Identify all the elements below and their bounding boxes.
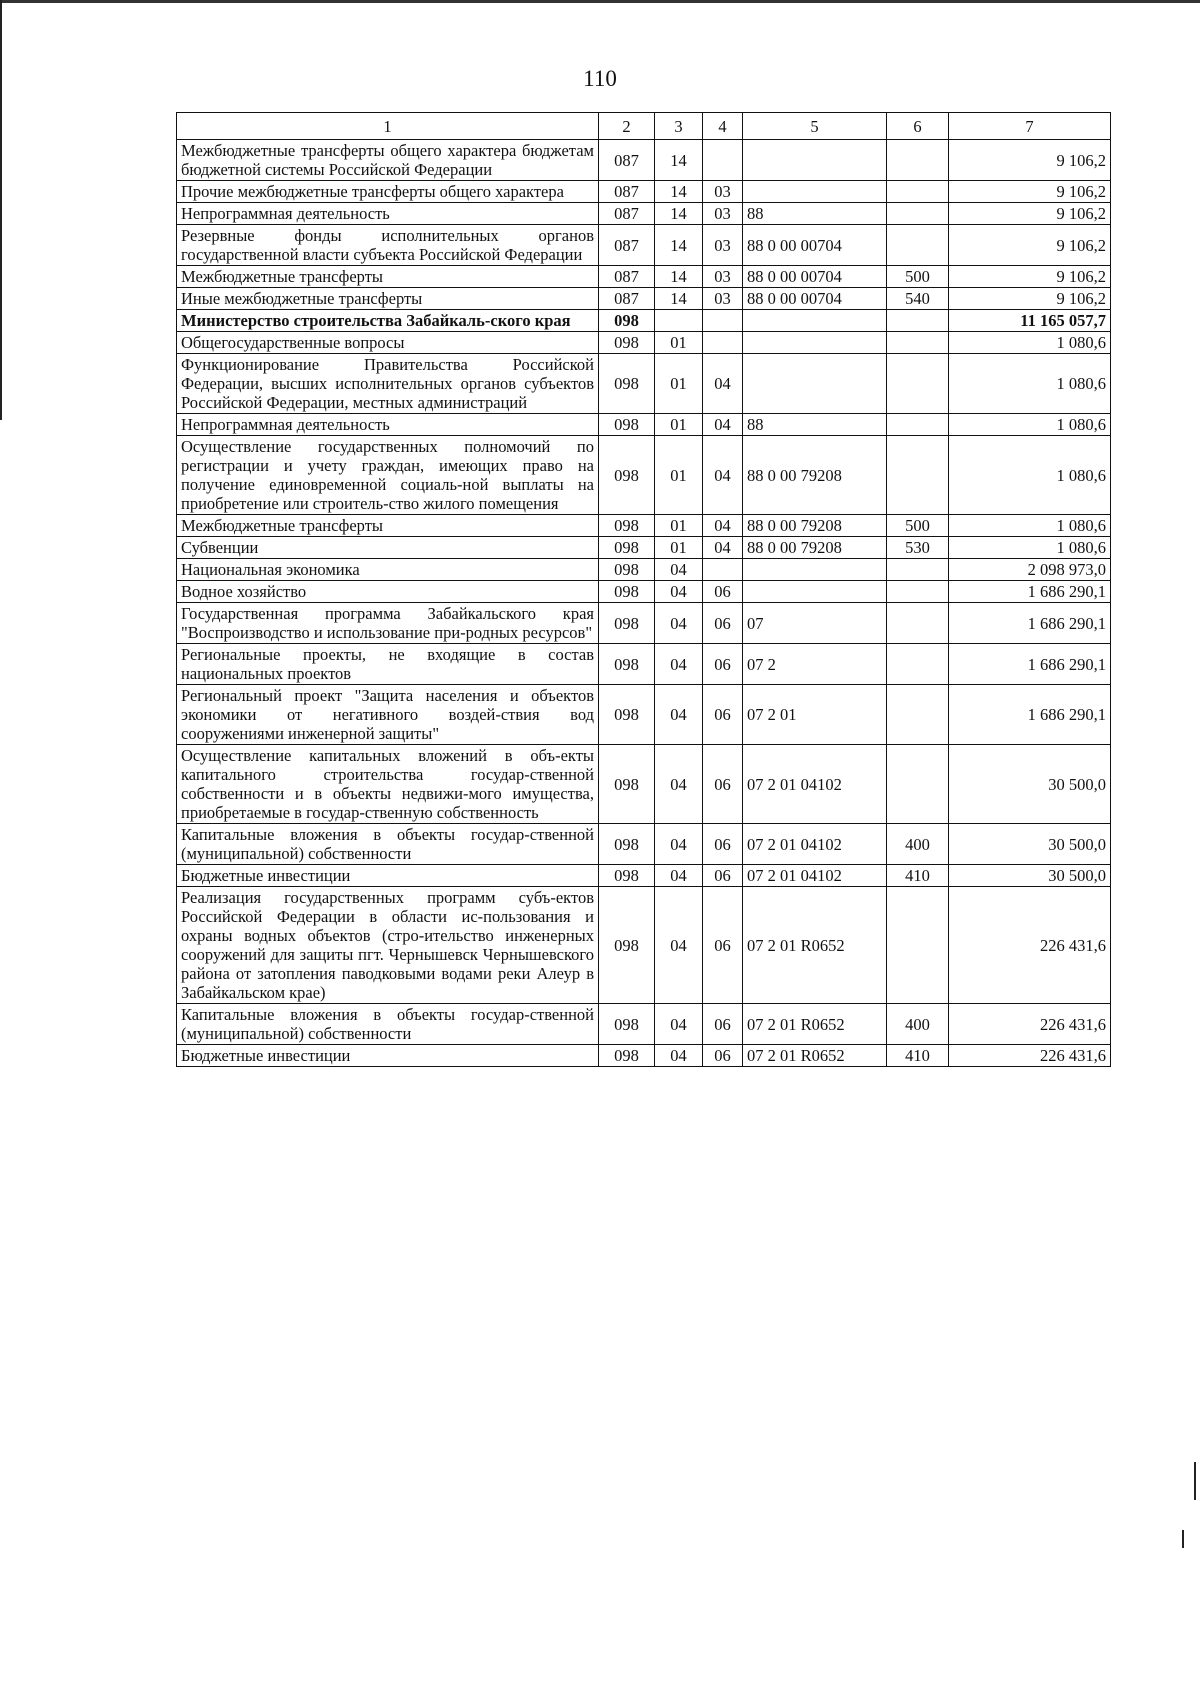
scan-border-left [0, 0, 2, 420]
row-name-cell: Межбюджетные трансферты [177, 266, 599, 288]
section-code-cell: 01 [655, 414, 703, 436]
row-name-cell: Национальная экономика [177, 559, 599, 581]
column-header: 1 [177, 113, 599, 140]
target-item-cell: 07 2 [743, 644, 887, 685]
target-item-cell: 07 2 01 R0652 [743, 1004, 887, 1045]
expense-type-cell [887, 140, 949, 181]
scan-mark [1194, 1462, 1196, 1500]
column-header: 4 [703, 113, 743, 140]
subsection-code-cell [703, 332, 743, 354]
ministry-code-cell: 098 [599, 354, 655, 414]
amount-cell: 1 080,6 [949, 537, 1111, 559]
section-code-cell: 04 [655, 745, 703, 824]
subsection-code-cell: 06 [703, 603, 743, 644]
target-item-cell [743, 310, 887, 332]
section-code-cell: 04 [655, 865, 703, 887]
target-item-cell [743, 140, 887, 181]
ministry-code-cell: 098 [599, 887, 655, 1004]
target-item-cell: 07 2 01 04102 [743, 865, 887, 887]
page-number: 110 [583, 66, 617, 91]
expense-type-cell [887, 644, 949, 685]
scan-border-top [0, 0, 1200, 3]
ministry-code-cell: 098 [599, 745, 655, 824]
expense-type-cell [887, 414, 949, 436]
row-name-cell: Межбюджетные трансферты общего характера бюджетам бюджетной системы Российской Федерации [177, 140, 599, 181]
ministry-code-cell: 098 [599, 515, 655, 537]
expense-type-cell [887, 745, 949, 824]
expense-type-cell: 400 [887, 1004, 949, 1045]
amount-cell: 30 500,0 [949, 865, 1111, 887]
table-row [177, 603, 1111, 644]
section-code-cell: 14 [655, 266, 703, 288]
target-item-cell [743, 581, 887, 603]
section-code-cell: 04 [655, 644, 703, 685]
amount-cell: 9 106,2 [949, 288, 1111, 310]
ministry-code-cell: 098 [599, 603, 655, 644]
amount-cell: 1 080,6 [949, 354, 1111, 414]
subsection-code-cell: 03 [703, 266, 743, 288]
column-header: 5 [743, 113, 887, 140]
row-name-cell: Капитальные вложения в объекты государ-ственной (муниципальной) собственности [177, 824, 599, 865]
table-row [177, 685, 1111, 745]
subsection-code-cell: 06 [703, 1004, 743, 1045]
table-row [177, 581, 1111, 603]
target-item-cell: 88 [743, 203, 887, 225]
ministry-code-cell: 098 [599, 865, 655, 887]
row-name-cell: Функционирование Правительства Российской Федерации, высших исполнительных органов субъектов Российской Федерации, местных администраций [177, 354, 599, 414]
subsection-code-cell: 03 [703, 181, 743, 203]
expense-type-cell [887, 354, 949, 414]
target-item-cell: 88 0 00 79208 [743, 515, 887, 537]
subsection-code-cell: 06 [703, 824, 743, 865]
row-name-cell: Капитальные вложения в объекты государ-ственной (муниципальной) собственности [177, 1004, 599, 1045]
section-code-cell [655, 310, 703, 332]
ministry-code-cell: 098 [599, 332, 655, 354]
target-item-cell: 88 0 00 00704 [743, 266, 887, 288]
subsection-code-cell: 03 [703, 203, 743, 225]
section-code-cell: 04 [655, 1045, 703, 1067]
row-name-cell: Водное хозяйство [177, 581, 599, 603]
ministry-code-cell: 098 [599, 644, 655, 685]
target-item-cell: 07 2 01 R0652 [743, 1045, 887, 1067]
amount-cell: 1 686 290,1 [949, 685, 1111, 745]
table-row [177, 865, 1111, 887]
target-item-cell: 07 [743, 603, 887, 644]
expense-type-cell: 410 [887, 1045, 949, 1067]
target-item-cell [743, 332, 887, 354]
section-code-cell: 04 [655, 685, 703, 745]
subsection-code-cell: 06 [703, 581, 743, 603]
amount-cell: 1 686 290,1 [949, 644, 1111, 685]
table-row [177, 745, 1111, 824]
expense-type-cell [887, 181, 949, 203]
amount-cell: 9 106,2 [949, 181, 1111, 203]
amount-cell: 9 106,2 [949, 266, 1111, 288]
row-name-cell: Непрограммная деятельность [177, 414, 599, 436]
column-header: 2 [599, 113, 655, 140]
ministry-code-cell: 098 [599, 559, 655, 581]
ministry-code-cell: 098 [599, 436, 655, 515]
table-row [177, 644, 1111, 685]
table-row [177, 354, 1111, 414]
ministry-code-cell: 098 [599, 1045, 655, 1067]
row-name-cell: Государственная программа Забайкальского края "Воспроизводство и использование при-родных ресурсов" [177, 603, 599, 644]
row-name-cell: Региональные проекты, не входящие в состав национальных проектов [177, 644, 599, 685]
table-row [177, 887, 1111, 1004]
amount-cell: 11 165 057,7 [949, 310, 1111, 332]
expense-type-cell: 410 [887, 865, 949, 887]
target-item-cell: 07 2 01 04102 [743, 745, 887, 824]
target-item-cell: 88 [743, 414, 887, 436]
amount-cell: 1 686 290,1 [949, 581, 1111, 603]
column-header: 3 [655, 113, 703, 140]
amount-cell: 226 431,6 [949, 1045, 1111, 1067]
row-name-cell: Бюджетные инвестиции [177, 865, 599, 887]
expense-type-cell [887, 332, 949, 354]
row-name-cell: Непрограммная деятельность [177, 203, 599, 225]
target-item-cell: 07 2 01 R0652 [743, 887, 887, 1004]
table-row [177, 1045, 1111, 1067]
section-code-cell: 01 [655, 332, 703, 354]
budget-table [176, 112, 1111, 1067]
table-row [177, 140, 1111, 181]
ministry-code-cell: 087 [599, 140, 655, 181]
section-code-cell: 04 [655, 581, 703, 603]
subsection-code-cell [703, 140, 743, 181]
section-code-cell: 01 [655, 515, 703, 537]
column-header: 7 [949, 113, 1111, 140]
column-header: 6 [887, 113, 949, 140]
target-item-cell [743, 559, 887, 581]
amount-cell: 9 106,2 [949, 140, 1111, 181]
subsection-code-cell: 04 [703, 436, 743, 515]
ministry-code-cell: 098 [599, 310, 655, 332]
row-name-cell: Иные межбюджетные трансферты [177, 288, 599, 310]
ministry-code-cell: 087 [599, 288, 655, 310]
amount-cell: 1 686 290,1 [949, 603, 1111, 644]
expense-type-cell [887, 685, 949, 745]
target-item-cell: 88 0 00 79208 [743, 436, 887, 515]
subsection-code-cell: 06 [703, 745, 743, 824]
expense-type-cell [887, 225, 949, 266]
target-item-cell: 07 2 01 [743, 685, 887, 745]
expense-type-cell [887, 559, 949, 581]
subsection-code-cell: 04 [703, 537, 743, 559]
section-code-cell: 01 [655, 436, 703, 515]
section-code-cell: 04 [655, 603, 703, 644]
subsection-code-cell [703, 559, 743, 581]
table-row [177, 181, 1111, 203]
ministry-code-cell: 098 [599, 1004, 655, 1045]
section-code-cell: 01 [655, 537, 703, 559]
expense-type-cell [887, 887, 949, 1004]
target-item-cell: 88 0 00 00704 [743, 225, 887, 266]
subsection-code-cell: 06 [703, 644, 743, 685]
row-name-cell: Межбюджетные трансферты [177, 515, 599, 537]
target-item-cell: 88 0 00 79208 [743, 537, 887, 559]
table-row [177, 203, 1111, 225]
section-code-cell: 04 [655, 824, 703, 865]
expense-type-cell [887, 203, 949, 225]
expense-type-cell: 540 [887, 288, 949, 310]
ministry-code-cell: 087 [599, 266, 655, 288]
expense-type-cell: 400 [887, 824, 949, 865]
table-header-row [177, 113, 1111, 140]
table-row [177, 559, 1111, 581]
target-item-cell [743, 354, 887, 414]
amount-cell: 1 080,6 [949, 436, 1111, 515]
row-name-cell: Региональный проект "Защита населения и объектов экономики от негативного воздей-ствия вод сооружениями инженерной защиты" [177, 685, 599, 745]
subsection-code-cell: 04 [703, 354, 743, 414]
ministry-code-cell: 098 [599, 685, 655, 745]
ministry-code-cell: 087 [599, 225, 655, 266]
table-row [177, 225, 1111, 266]
target-item-cell [743, 181, 887, 203]
subsection-code-cell: 03 [703, 288, 743, 310]
amount-cell: 30 500,0 [949, 745, 1111, 824]
expense-type-cell: 500 [887, 266, 949, 288]
scan-mark [1182, 1530, 1184, 1548]
row-name-cell: Осуществление капитальных вложений в объ-екты капитального строительства государ-ственной собственности и в объекты недвижи-мого имущества, приобретаемые в государ-ственную собственность [177, 745, 599, 824]
section-code-cell: 04 [655, 559, 703, 581]
expense-type-cell [887, 603, 949, 644]
table-row [177, 414, 1111, 436]
section-code-cell: 14 [655, 140, 703, 181]
table-row [177, 537, 1111, 559]
table-row [177, 310, 1111, 332]
table-row [177, 266, 1111, 288]
section-code-cell: 01 [655, 354, 703, 414]
table-row [177, 288, 1111, 310]
expense-type-cell [887, 581, 949, 603]
amount-cell: 1 080,6 [949, 515, 1111, 537]
section-code-cell: 04 [655, 1004, 703, 1045]
row-name-cell: Субвенции [177, 537, 599, 559]
table-row [177, 1004, 1111, 1045]
amount-cell: 1 080,6 [949, 332, 1111, 354]
section-code-cell: 14 [655, 203, 703, 225]
ministry-code-cell: 087 [599, 203, 655, 225]
ministry-code-cell: 098 [599, 824, 655, 865]
row-name-cell: Бюджетные инвестиции [177, 1045, 599, 1067]
amount-cell: 9 106,2 [949, 225, 1111, 266]
ministry-code-cell: 087 [599, 181, 655, 203]
row-name-cell: Реализация государственных программ субъ-ектов Российской Федерации в области ис-пользования и охраны водных объектов (стро-ительство инженерных сооружений для защиты пгт. Чернышевск Чернышевского района от затопления паводковыми водами реки Алеур в Забайкальском крае) [177, 887, 599, 1004]
table-row [177, 824, 1111, 865]
amount-cell: 226 431,6 [949, 887, 1111, 1004]
target-item-cell: 07 2 01 04102 [743, 824, 887, 865]
amount-cell: 30 500,0 [949, 824, 1111, 865]
ministry-code-cell: 098 [599, 537, 655, 559]
section-code-cell: 14 [655, 225, 703, 266]
row-name-cell: Осуществление государственных полномочий по регистрации и учету граждан, имеющих право на получение единовременной социаль-ной выплаты на приобретение или строитель-ство жилого помещения [177, 436, 599, 515]
amount-cell: 2 098 973,0 [949, 559, 1111, 581]
target-item-cell: 88 0 00 00704 [743, 288, 887, 310]
subsection-code-cell: 04 [703, 414, 743, 436]
table-row [177, 332, 1111, 354]
amount-cell: 1 080,6 [949, 414, 1111, 436]
ministry-code-cell: 098 [599, 581, 655, 603]
expense-type-cell: 530 [887, 537, 949, 559]
expense-type-cell: 500 [887, 515, 949, 537]
expense-type-cell [887, 436, 949, 515]
subsection-code-cell: 06 [703, 887, 743, 1004]
subsection-code-cell: 04 [703, 515, 743, 537]
row-name-cell: Общегосударственные вопросы [177, 332, 599, 354]
table-row [177, 515, 1111, 537]
section-code-cell: 14 [655, 181, 703, 203]
ministry-code-cell: 098 [599, 414, 655, 436]
subsection-code-cell: 03 [703, 225, 743, 266]
section-code-cell: 04 [655, 887, 703, 1004]
section-code-cell: 14 [655, 288, 703, 310]
subsection-code-cell [703, 310, 743, 332]
subsection-code-cell: 06 [703, 685, 743, 745]
subsection-code-cell: 06 [703, 1045, 743, 1067]
subsection-code-cell: 06 [703, 865, 743, 887]
row-name-cell: Резервные фонды исполнительных органов государственной власти субъекта Российской Федерации [177, 225, 599, 266]
amount-cell: 9 106,2 [949, 203, 1111, 225]
row-name-cell: Прочие межбюджетные трансферты общего характера [177, 181, 599, 203]
table-row [177, 436, 1111, 515]
row-name-cell: Министерство строительства Забайкаль-ского края [177, 310, 599, 332]
amount-cell: 226 431,6 [949, 1004, 1111, 1045]
expense-type-cell [887, 310, 949, 332]
